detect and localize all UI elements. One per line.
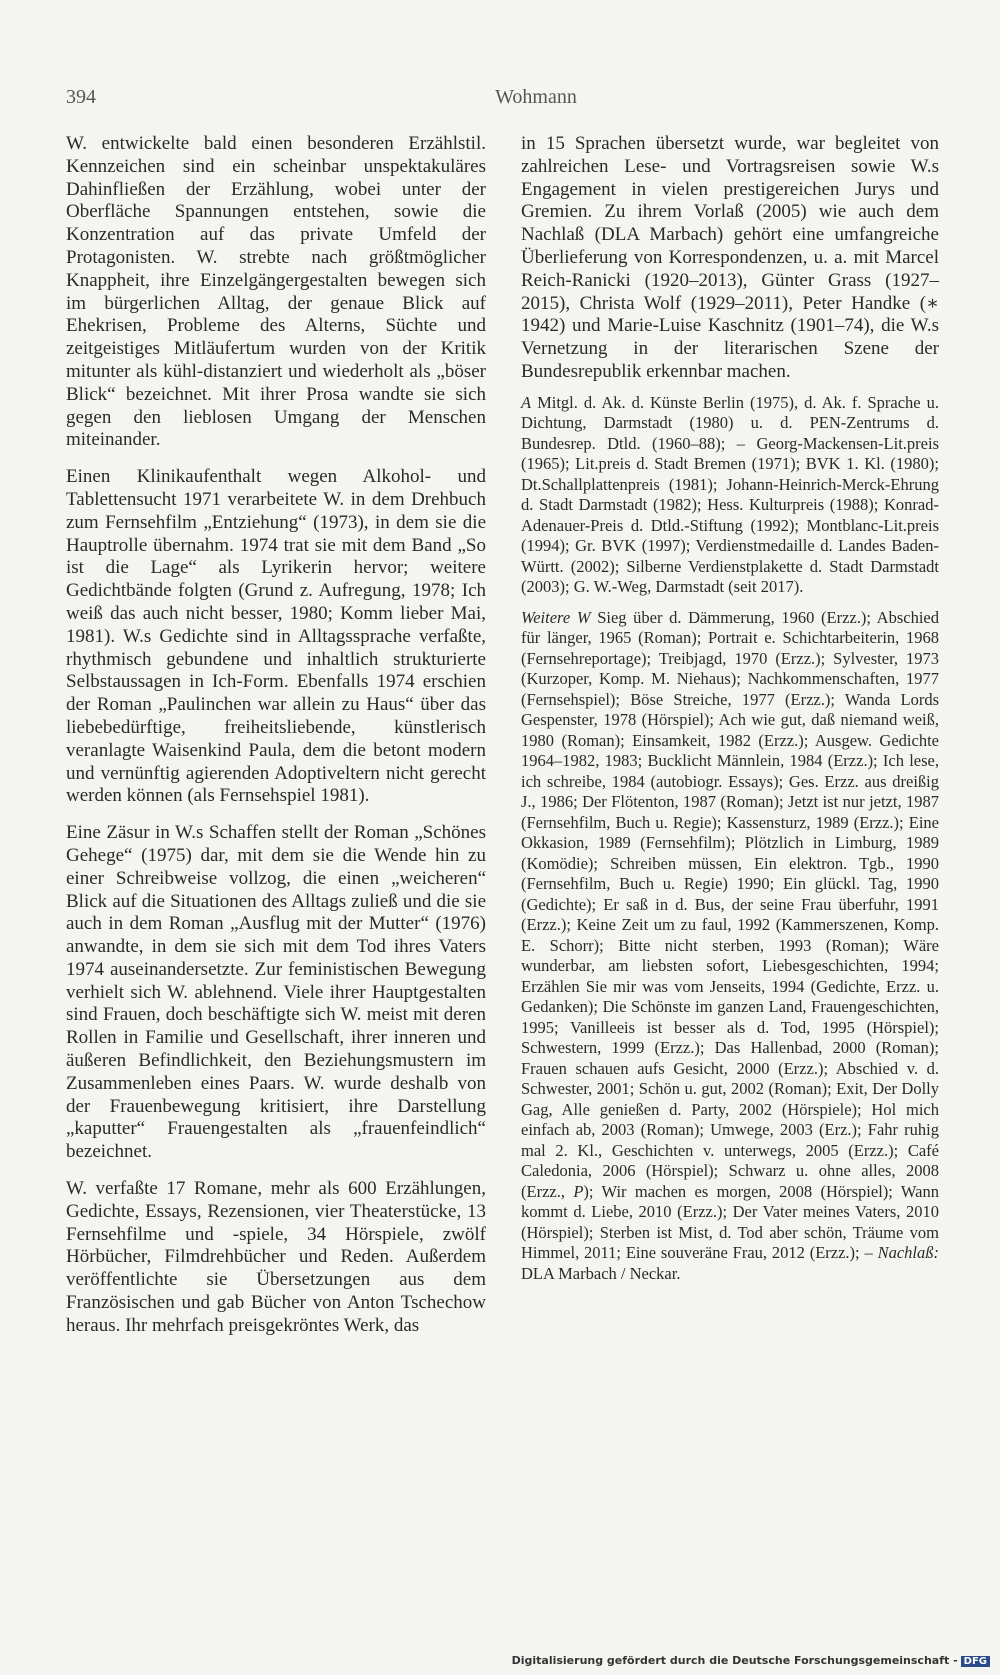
dfg-logo: DFG (961, 1656, 990, 1667)
footer-credit-text: Digitalisierung gefördert durch die Deutsche Forschungsgemeinschaft - (511, 1654, 958, 1667)
paragraph: Eine Zäsur in W.s Schaffen stellt der Roman „Schönes Gehege“ (1975) dar, mit dem sie die Wende hin zu einer Schreibweise vollzog, die einen „weicheren“ Blick auf die Situationen des Alltags zuließ und die sie auch in dem Roman „Ausflug mit der Mutter“ (1976) anwandte, in dem sie sich mit dem Tod ihres Vaters 1974 auseinandersetzte. Zur feministischen Bewegung verhielt sich W. ablehnend. Viele ihrer Hauptgestalten sind Frauen, doch beschäftigte sich W. meist mit deren Rollen in Familie und Gesellschaft, ihrer inneren und äußeren Befindlichkeit, den Beziehungsmustern im Zusammenleben eines Paars. W. wurde deshalb von der Frauenbewegung kritisiert, ihre Darstellung „kaputter“ Frauengestalten als „frauenfeindlich“ bezeichnet. (66, 822, 486, 1163)
works-text-continued: ); Wir machen es morgen, 2008 (Hörspiel); Wann kommt d. Liebe, 2010 (Erzz.); Der Vater meines Vaters, 2010 (Hörspiel); Sterben ist Mist, d. Tod aber schön, Träume vom Himmel, 2011; Eine souveräne Frau, 2012 (Erzz.); – (521, 1181, 939, 1263)
awards-lead: A (521, 392, 532, 412)
page-header (66, 86, 936, 114)
paragraph: in 15 Sprachen übersetzt wurde, war begleitet von zahlreichen Lese- und Vortragsreisen sowie W.s Engagement in vielen prestigereichen Jurys und Gremien. Zu ihrem Vorlaß (2005) wie auch dem Nachlaß (DLA Marbach) gehört eine umfangreiche Überlieferung von Korrespondenzen, u. a. mit Marcel Reich-Ranicki (1920–2013), Günter Grass (1927–2015), Christa Wolf (1929–2011), Peter Handke (∗ 1942) und Marie-Luise Kaschnitz (1901–74), die W.s Vernetzung in der literarischen Szene der Bundesrepublik erkennbar machen. (521, 133, 939, 382)
footer-credit (512, 1654, 990, 1667)
works-lead: Weitere W (521, 607, 591, 627)
awards-section (521, 393, 939, 598)
paragraph: W. verfaßte 17 Romane, mehr als 600 Erzählungen, Gedichte, Essays, Rezensionen, vier Theaterstücke, 13 Fernsehfilme und -spiele, 34 Hörspiele, zwölf Hörbücher, Filmdrehbücher und Reden. Außerdem veröffentlichte sie Übersetzungen aus dem Französischen und gab Bücher von Anton Tschechow heraus. Ihr mehrfach preisgekröntes Werk, das (66, 1178, 486, 1336)
works-section (521, 608, 939, 1285)
right-column (521, 133, 939, 1294)
left-column (66, 133, 486, 1352)
paragraph: W. entwickelte bald einen besonderen Erzählstil. Kennzeichen sind ein scheinbar unspektakuläres Dahinfließen der Erzählung, wobei unter der Oberfläche Spannungen entstehen, sowie die Konzentration auf das private Umfeld der Protagonisten. W. strebte nach größtmöglicher Knappheit, ihre Einzelgängergestalten bewegen sich im bürgerlichen Alltag, der genaue Blick auf Ehekrisen, Probleme des Alterns, Süchte und zeitgeistiges Mitläufertum wurden von der Kritik mitunter als kühl-distanziert und wiederholt als „böser Blick“ bezeichnet. Mit ihrer Prosa wandte sie sich gegen den lieblosen Umgang der Menschen miteinander. (66, 133, 486, 451)
awards-text: Mitgl. d. Ak. d. Künste Berlin (1975), d. Ak. f. Sprache u. Dichtung, Darmstadt (1980) u. d. PEN-Zentrums d. Bundesrep. Dtld. (1960–88); – Georg-Mackensen-Lit.preis (1965); Lit.preis d. Stadt Bremen (1971); BVK 1. Kl. (1980); Dt.Schallplattenpreis (1981); Johann-Heinrich-Merck-Ehrung d. Stadt Darmstadt (1982); Hess. Kulturpreis (1988); Konrad-Adenauer-Preis d. Dtld.-Stiftung (1992); Montblanc-Lit.preis (1994); Gr. BVK (1997); Verdienstmedaille d. Landes Baden-Württ. (2002); Silberne Verdienstplakette d. Stadt Darmstadt (2003); G. W.-Weg, Darmstadt (seit 2017). (521, 392, 940, 597)
paragraph: Einen Klinikaufenthalt wegen Alkohol- und Tablettensucht 1971 verarbeitete W. in dem Drehbuch zum Fernsehfilm „Entziehung“ (1973), in dem sie die Hauptrolle übernahm. 1974 trat sie mit dem Band „So ist die Lage“ als Lyrikerin hervor; weitere Gedichtbände folgten (Grund z. Aufregung, 1978; Ich weiß das auch nicht besser, 1980; Komm lieber Mai, 1981). W.s Gedichte sind in Alltagssprache verfaßte, rhythmisch gebundene und inhaltlich strukturierte Selbstaussagen in Ich-Form. Ebenfalls 1974 erschien der Roman „Paulinchen war allein zu Haus“ über das liebebedürftige, freiheitsliebende, künstlerisch veranlagte Waisenkind Paula, dem die betont modern und vernünftig agierenden Adoptiveltern nicht gerecht werden können (als Fernsehspiel 1981). (66, 466, 486, 807)
works-text: Sieg über d. Dämmerung, 1960 (Erzz.); Abschied für länger, 1965 (Roman); Portrait e. Schichtarbeiterin, 1968 (Fernsehreportage); Treibjagd, 1970 (Erzz.); Sylvester, 1973 (Kurzoper, Komp. M. Niehaus); Nachkommenschaften, 1977 (Fernsehspiel); Böse Streiche, 1977 (Erzz.); Wanda Lords Gespenster, 1978 (Hörspiel); Ach wie gut, daß niemand weiß, 1980 (Roman); Einsamkeit, 1982 (Erzz.); Ausgew. Gedichte 1964–1982, 1983; Bucklicht Männlein, 1984 (Erzz.); Ich lese, ich schreibe, 1984 (autobiogr. Essays); Ges. Erzz. aus dreißig J., 1986; Der Flötenton, 1987 (Roman); Jetzt ist nur jetzt, 1987 (Fernsehfilm, Buch u. Regie); Kassensturz, 1989 (Erzz.); Eine Okkasion, 1989 (Fernsehfilm); Plötzlich in Limburg, 1989 (Komödie); Schreiben müssen, Ein elektron. Tgb., 1990 (Fernsehfilm, Buch u. Regie) 1990; Ein glückl. Tag, 1990 (Gedichte); Er saß in d. Bus, der seine Frau überfuhr, 1991 (Erzz.); Keine Zeit um zu faul, 1992 (Kammerszenen, Komp. E. Schorr); Bitte nicht sterben, 1993 (Roman); Wäre wunderbar, am liebsten sofort, Liebesgeschichten, 1994; Erzählen Sie mir was vom Jenseits, 1994 (Gedichte, Erzz. u. Gedanken); Die Schönste im ganzen Land, Frauengeschichten, 1995; Vanilleeis ist besser als d. Tod, 1995 (Hörspiel); Schwestern, 1999 (Erzz.); Das Hallenbad, 2000 (Roman); Frauen schauen aufs Gesicht, 2000 (Erzz.); Abschied v. d. Schwester, 2001; Schön u. gut, 2002 (Roman); Exit, Der Dolly Gag, Alle genießen d. Party, 2002 (Hörspiele); Hol mich einfach ab, 2003 (Roman); Umwege, 2003 (Erz.); Fahr ruhig mal 2. Kl., Geschichten v. unterwegs, 2005 (Erzz.); Café Caledonia, 2006 (Hörspiel); Schwarz u. ohne alles, 2008 (Erzz., (521, 607, 939, 1201)
works-italic-p: P (573, 1181, 584, 1201)
running-head: Wohmann (495, 86, 577, 108)
nachlass-text: DLA Marbach / Neckar. (521, 1263, 681, 1283)
nachlass-label: Nachlaß: (877, 1243, 939, 1263)
page-number: 394 (66, 86, 96, 108)
